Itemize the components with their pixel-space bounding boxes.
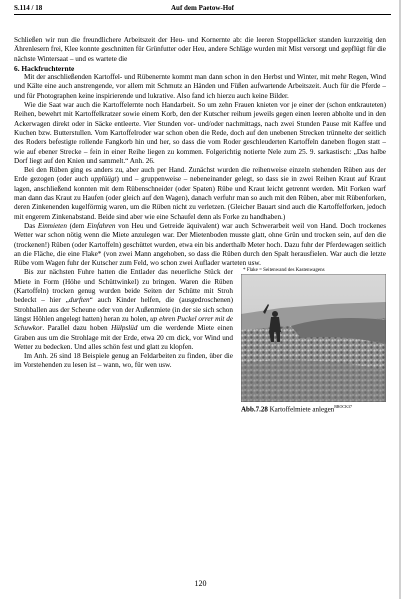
figure-note: * Flake = Seitenwand des Kastenwagens: [243, 268, 325, 274]
figure-flow: [14, 268, 386, 414]
figure-caption: [241, 403, 386, 413]
p5-part-a: Bis zur nächsten Fuhre hatten die Entlader das neuerliche Stück der Miete in Form (Höhe und Schüttwinkel) zu bringen. Waren die Rüben (Kartoffeln) trocken genug wurden beide Seiten der Schütte mit Stroh bedeckt – hier „: [14, 268, 233, 305]
photo-potato-clamp: [241, 274, 386, 402]
body-text: [14, 36, 386, 417]
p3-emphasis: upplüügt: [90, 175, 117, 184]
paragraph-4: [14, 222, 386, 268]
page-number: 120: [194, 579, 207, 588]
figure: [241, 268, 386, 415]
p5-emphasis-1: durften: [68, 296, 90, 305]
paragraph-2: Wie die Saat war auch die Kartoffelernte noch Handarbeit. So um zehn Frauen knieten vor je einer der (schon entkrauteten) Reihen, bewehrt mit Kartoffelkratzer sowie einem Korb, den der Kutscher reihum jeweils gegen einen leeren abholte und in den Ackerwagen direkt oder in Säcke entleerte. Vier Stunden vor- und/oder nachmittags, nach zwei Stunden Pause mit Kaffee und Kuchen bzw. Butterstullen. Vom Kartoffelroder war schon oben die Rede, doch auf den unebenen Strecken trünnelte der seitlich des Roders befestigte rollende Fangkorb hin und her, so dass die vom Roder geschleuderten Kartoffeln daneben flogen statt – wie auf ebener Strecke – fein in einer Reihe liegen zu kommen. Folgerichtig notierte Nele zum 25. 9. sarkastisch: „Das halbe Dorf liegt auf den Knien und sammelt.“ Anh. 26.: [14, 101, 386, 165]
page-reference: S.114 / 18: [14, 4, 43, 12]
paragraph-3: [14, 166, 386, 222]
intro-paragraph: Schließen wir nun die freundlichere Arbeitszeit der Heu- und Kornernte ab: die leeren Stoppelläcker standen kurzzeitig den Ährenlesern frei, Klee konnte geschnitten für Grünfutter oder Heu, andere Schläge wurden mit Mist versorgt und gepflügt für die nächste Wintersaat – und es wartete die: [14, 36, 386, 63]
paragraph-1: Mit der anschließenden Kartoffel- und Rübenernte kommt man dann schon in den Herbst und Winter, mit mehr Regen, Wind und Kälte eine auch anstrengende, vor allem mit Schmutz an Händen und Füßen aufwartende Arbeitszeit. Auch für die Pferde – und für Photographen keine inspirierende und lukrative. Also fand ich hierzu auch keine Bilder.: [14, 73, 386, 100]
p4-part-b: (dem: [66, 221, 87, 230]
p3-part-a: Bei den Rüben ging es anders zu, aber auch per Hand. Zunächst wurden die reihenweise einzeln stehenden Rüben aus der Erde gezogen (oder auch: [14, 166, 386, 184]
running-title: Auf dem Paetow-Hof: [171, 4, 234, 12]
p4-part-c: von Heu und Getreide äquivalent) war auch Schwerarbeit weil von Hand. Doch trockenes Wetter war schon nötig wenn die Miete anzulegen war. Der Mietenboden musste glatt, ohne Grün und trocken sein, auf den die (trockenen!) Rüben (oder Kartoffeln) geschüttet wurden, etwa ein bis anderthalb Meter hoch. Dazu fuhr der Pferdewagen seitlich an die Fläche, die eine Flake* (von zwei Mann angehoben, so dass die Rüben durch den Spalt herausfielen. War auch die letzte Rübe vom Wagen fuhr der Kutscher zum Feld, wo schon zwei Auflader warteten usw.: [14, 221, 386, 268]
p3-part-b: ) und – gruppenweise – nebeneinander gelegt, so dass sie in zwei Reihen Kraut auf Kraut lagen, anschließend konnten mit dem Rübenschneider (oder Spaten) Rübe und Kraut leicht getrennt werden. Mit Forken warf man dann das Kraut zu Haufen (oder gleich auf den Wagen), danach verfuhr man so auch mit den Rüben, aber mit Rübenforken, deren Zinkenenden kugelförmig waren, um die Rüben nicht zu verletzen. (Gleicher Bauart sind auch die Kartoffelforken, jedoch mit engerem Zinkenabstand. Beide sind aber wie eine Schaufel denn als Forke zu handhaben.): [14, 175, 386, 221]
section-heading: 6. Hackfruchternte: [14, 63, 75, 73]
p5-emphasis-3: Hülpslüd: [111, 324, 138, 333]
figure-label: Abb.7.28: [241, 405, 268, 414]
page-header: [14, 4, 391, 18]
p5-part-d: um die werdende Miete einen Graben aus um die Strohlage mit der Erde, etwa 20 cm dick, vor Wind und Wetter zu bedecken. Und alles schön fest und glatt zu klopfen.: [14, 324, 233, 351]
figure-caption-text: Kartoffelmiete anlegen: [269, 405, 335, 414]
paragraph-6: Im Anh. 26 sind 18 Beispiele genug an Feldarbeiten zu finden, über die im Vorstehenden zu lesen ist – wann, wo, für wen usw.: [14, 352, 233, 370]
p4-emphasis-1: Einmieten: [37, 221, 67, 230]
figure-credit: BROCK37: [334, 404, 352, 410]
header-rule: [14, 14, 391, 15]
p4-part-a: Das: [24, 221, 38, 230]
p5-part-b: “ auch Kinder helfen, die (ausgedroschenen) Strohballen aus der Scheune oder von der Außenmiete (in der sie sich schon längst Höhlen angelegt hatten) heran zu holen,: [14, 296, 233, 323]
p5-part-c: . Parallel dazu hoben: [42, 324, 112, 333]
p5-emphasis-2: up ehren Puckel orrer mit de Schuwkor: [14, 314, 234, 333]
p4-emphasis-2: Einfahren: [86, 221, 116, 230]
